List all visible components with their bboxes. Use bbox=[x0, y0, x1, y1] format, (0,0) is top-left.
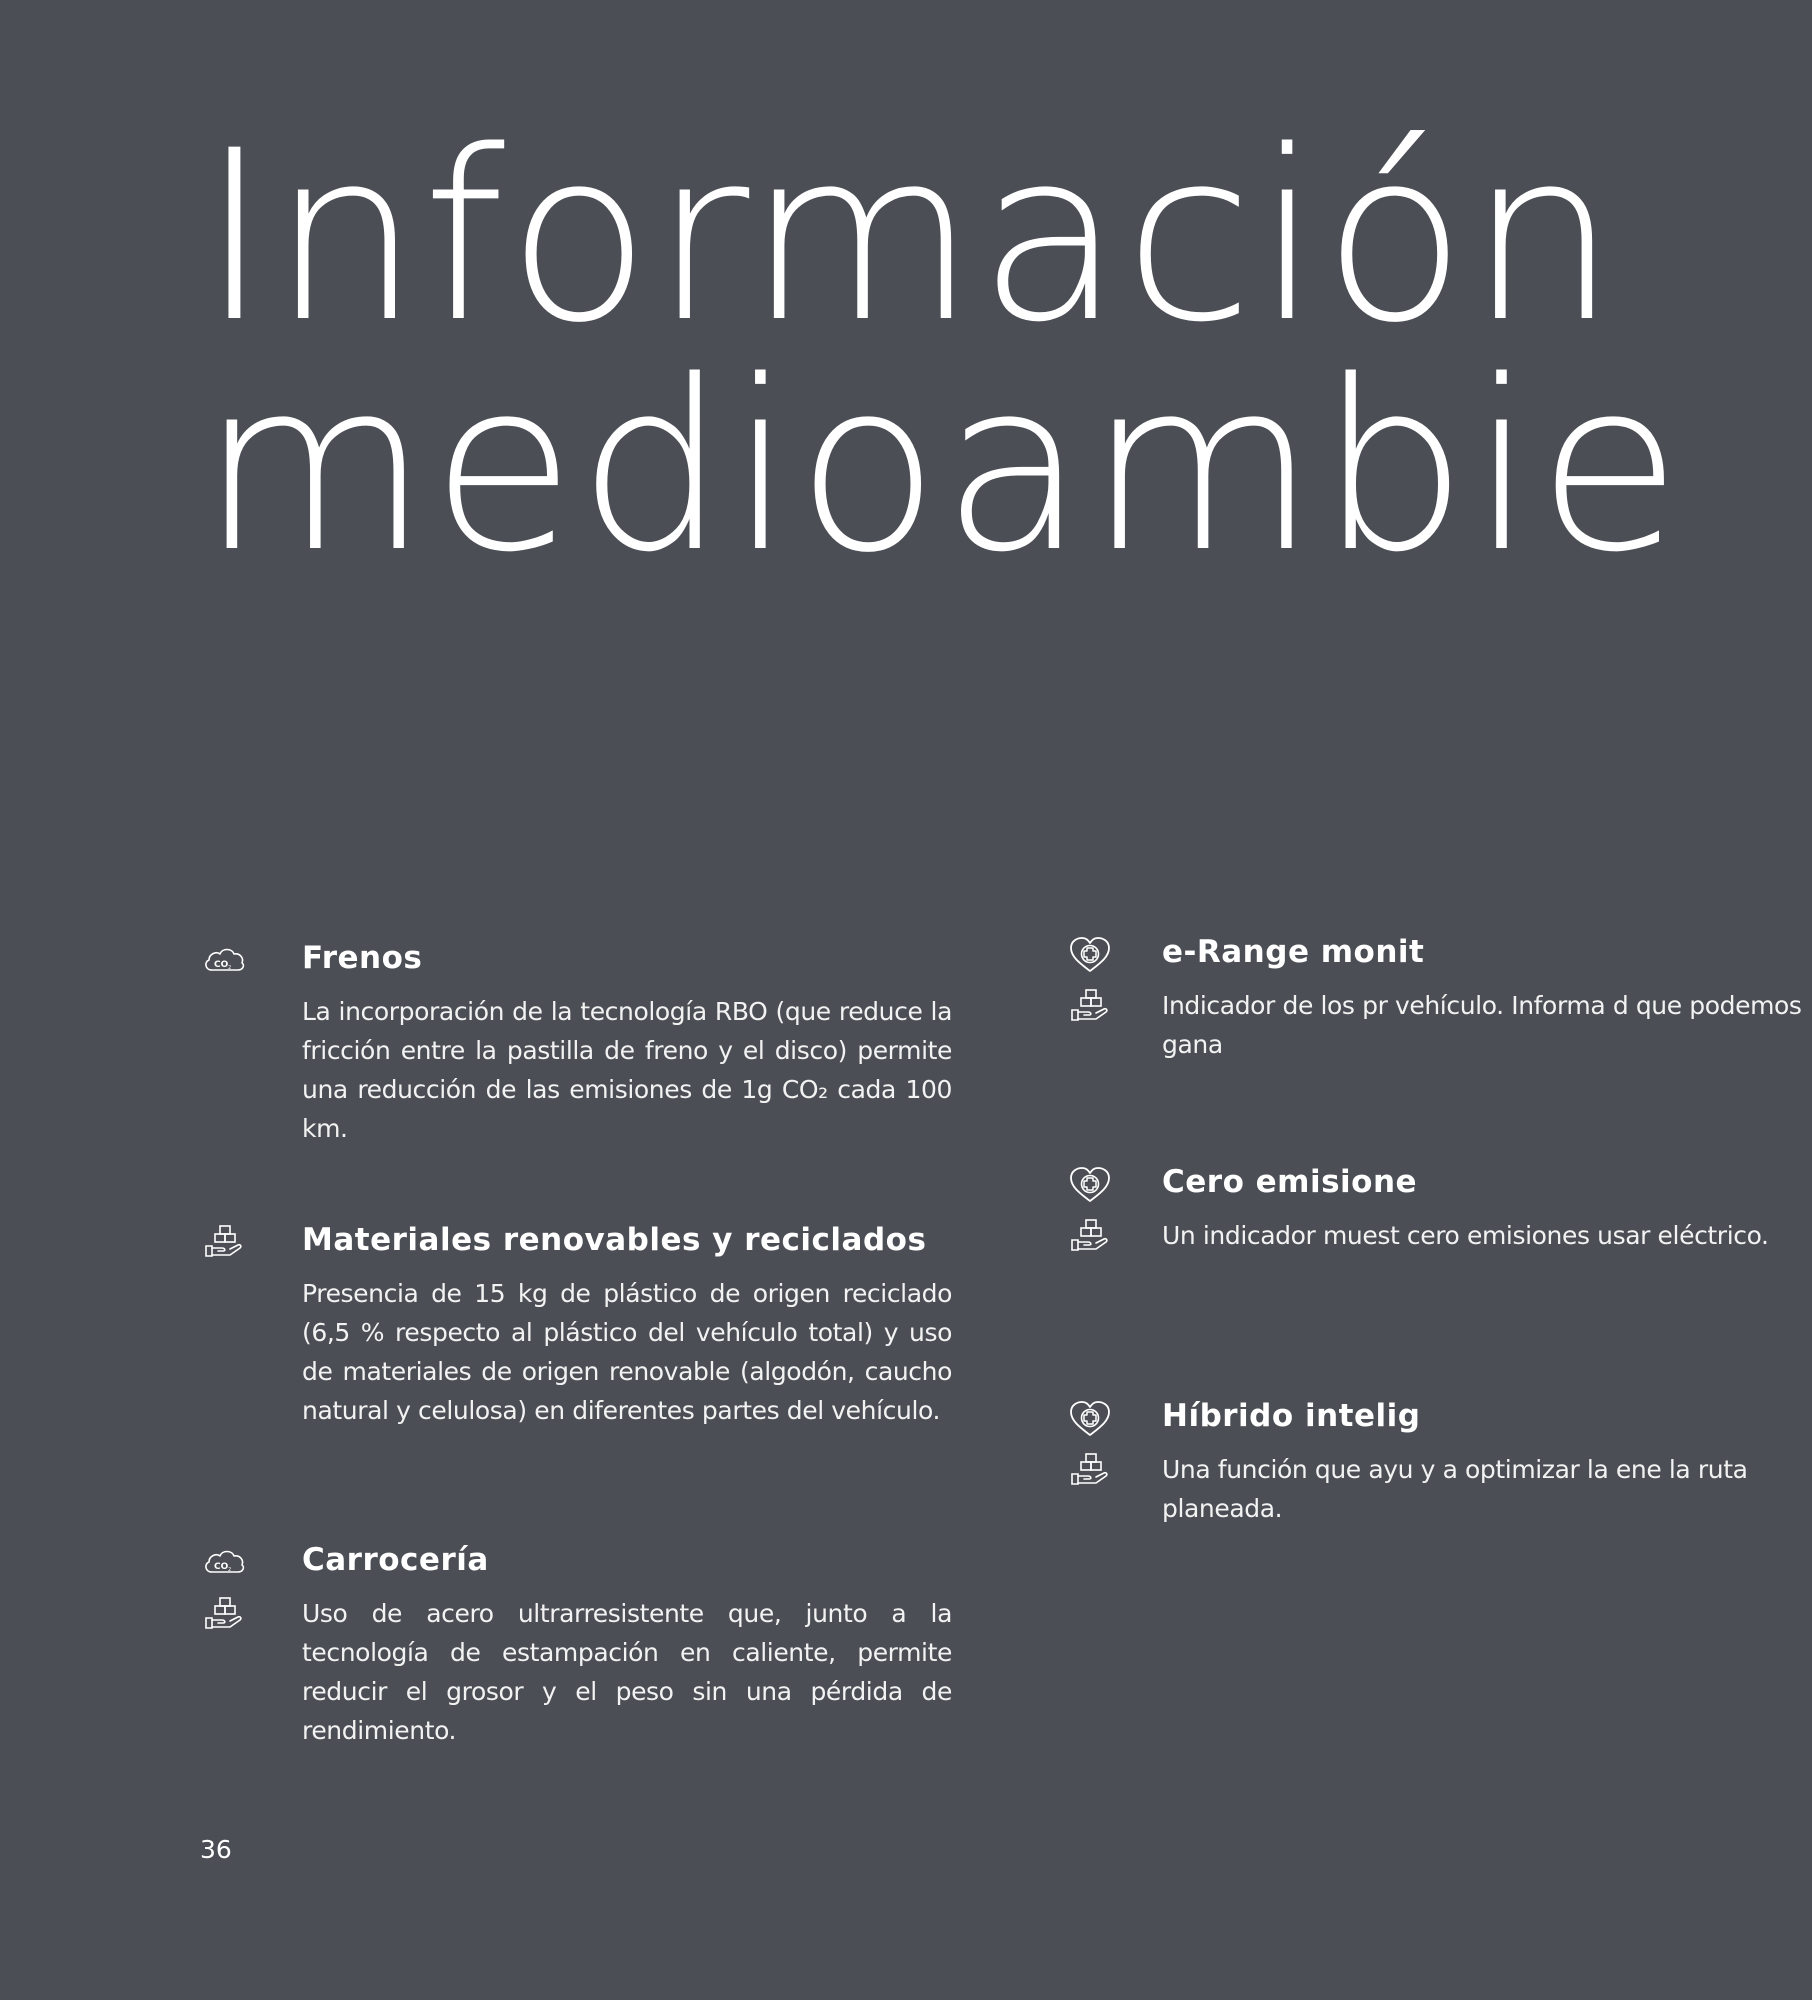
section-body: Uso de acero ultrarresistente que, junto a la tecnología de estampación en caliente, permite reducir el grosor y el peso sin una pérdida de rendimiento. bbox=[302, 1599, 952, 1745]
section-icons bbox=[200, 940, 256, 992]
hand-boxes-icon bbox=[1066, 1216, 1114, 1256]
section-heading: e-Range monit bbox=[1162, 934, 1425, 970]
section-heading: Materiales renovables y reciclados bbox=[302, 1222, 927, 1258]
section-body: Un indicador muest cero emisiones usar eléctrico. bbox=[1162, 1221, 1769, 1250]
section-body: Presencia de 15 kg de plástico de origen reciclado (6,5 % respecto al plástico del vehículo total) y uso de materiales de origen renovable (algodón, caucho natural y celulosa) en diferentes partes del vehículo. bbox=[302, 1279, 952, 1425]
heart-plus-icon bbox=[1066, 1398, 1114, 1438]
page-title-line-1: Información bbox=[200, 101, 1620, 374]
hand-boxes-icon bbox=[1066, 1450, 1114, 1490]
section-icons bbox=[200, 1222, 256, 1274]
section-heading: Cero emisione bbox=[1162, 1164, 1418, 1200]
section-icons bbox=[1066, 1164, 1122, 1268]
page-number: 36 bbox=[200, 1835, 232, 1864]
section-icons bbox=[1066, 1398, 1122, 1502]
section-body: Una función que ayu y a optimizar la ene la ruta planeada. bbox=[1162, 1455, 1748, 1523]
hand-boxes-icon bbox=[200, 1222, 248, 1262]
page-title-line-2: medioambie bbox=[200, 331, 1684, 604]
section-heading: Híbrido intelig bbox=[1162, 1398, 1421, 1434]
heart-plus-icon bbox=[1066, 1164, 1114, 1204]
section-icons bbox=[1066, 934, 1122, 1038]
co2-cloud-icon bbox=[200, 1542, 248, 1582]
section-heading: Frenos bbox=[302, 940, 423, 976]
section-body: Indicador de los pr vehículo. Informa d que podemos gana bbox=[1162, 991, 1802, 1059]
heart-plus-icon bbox=[1066, 934, 1114, 974]
section-icons bbox=[200, 1542, 256, 1646]
hand-boxes-icon bbox=[1066, 986, 1114, 1026]
hand-boxes-icon bbox=[200, 1594, 248, 1634]
co2-cloud-icon bbox=[200, 940, 248, 980]
section-heading: Carrocería bbox=[302, 1542, 489, 1578]
section-body: La incorporación de la tecnología RBO (que reduce la fricción entre la pastilla de freno y el disco) permite una reducción de las emisiones de 1g CO₂ cada 100 km. bbox=[302, 997, 952, 1143]
